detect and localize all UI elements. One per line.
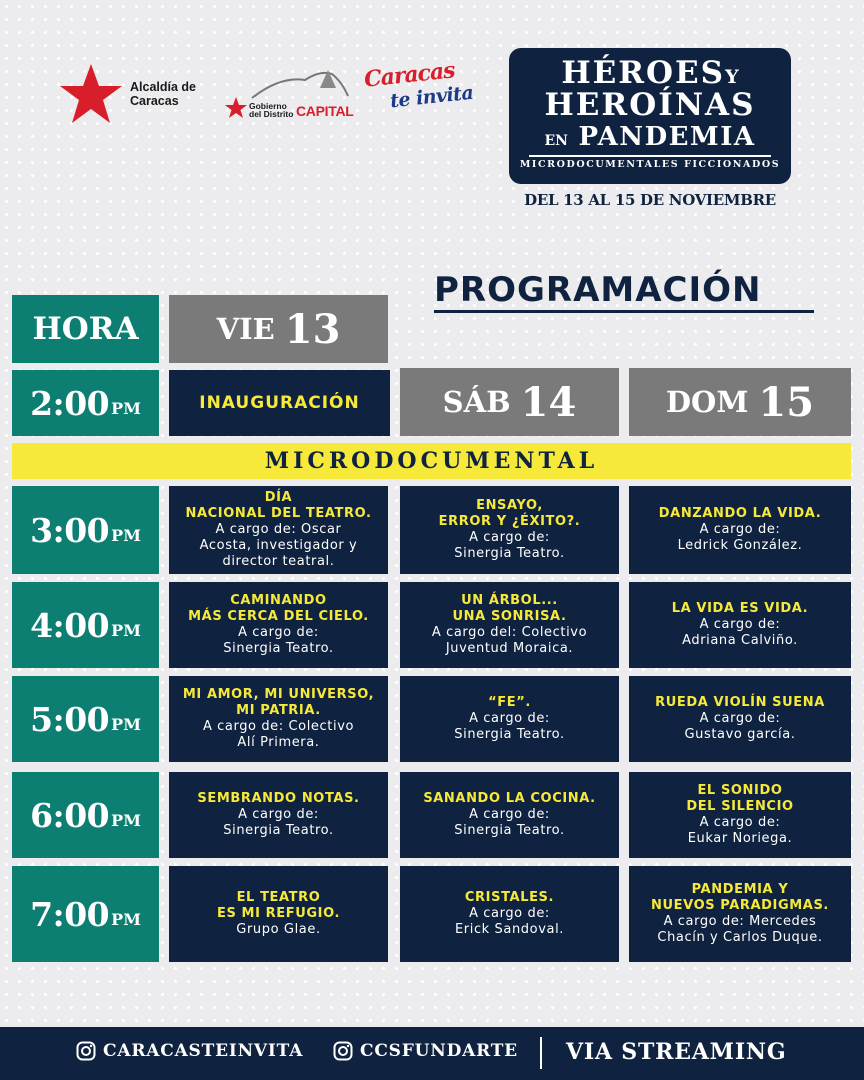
event-credit: A cargo de: Sinergia Teatro. [454,530,565,561]
event-vie-7pm [169,866,388,962]
time-pm: PM [111,620,141,640]
time-pm: PM [111,810,141,830]
header-hora: HORA [12,295,159,363]
time-hour: 6:00 [30,795,110,835]
mountain-icon [250,66,350,102]
event-vie-5pm [169,676,388,762]
time-pm: PM [111,398,141,418]
time-cell-5pm [12,676,159,762]
event-title: MI AMOR, MI UNIVERSO, MI PATRIA. [182,687,375,718]
microdocumental-banner: MICRODOCUMENTAL [12,443,851,479]
event-sab-7pm [400,866,619,962]
event-vie-6pm [169,772,388,858]
event-title: RUEDA VIOLÍN SUENA [655,695,825,710]
event-credit: A cargo del: Colectivo Juventud Moraica. [431,625,588,656]
time-hour: 4:00 [30,605,110,645]
title-en: EN [544,133,568,149]
header-vie-name: VIE [216,312,275,346]
title-heroinas: HEROÍNAS [544,87,756,123]
event-credit: Grupo Glae. [236,922,321,937]
gobierno-logo [222,66,357,126]
event-sab-6pm [400,772,619,858]
time-hour: 2:00 [30,383,110,423]
event-dom-4pm [629,582,851,668]
instagram-caracasteinvita[interactable] [76,1041,303,1061]
event-credit: A cargo de: Sinergia Teatro. [223,625,334,656]
header-dom-name: DOM [665,385,749,419]
event-credit: A cargo de: Eukar Noriega. [687,815,793,846]
small-star-icon [224,96,248,120]
event-sab-4pm [400,582,619,668]
caracas-te-invita-logo [362,57,475,122]
inauguracion-cell: INAUGURACIÓN [169,370,390,436]
time-pm: PM [111,525,141,545]
event-credit: A cargo de: Erick Sandoval. [454,906,565,937]
event-dom-7pm [629,866,851,962]
via-streaming-text: VIA STREAMING [566,1039,787,1065]
header-sab-num: 14 [520,378,577,426]
time-cell-3pm [12,486,159,574]
instagram-icon [76,1041,96,1061]
event-title: “FE”. [488,695,531,710]
alcaldia-text: Alcaldía de Caracas [130,80,196,108]
header-dom-15 [629,368,851,436]
event-credit: A cargo de: Oscar Acosta, investigador y director teatral. [199,522,358,569]
event-title: LA VIDA ES VIDA. [671,601,809,616]
event-sab-5pm [400,676,619,762]
header-vie-13 [169,295,388,363]
event-credit: A cargo de: Sinergia Teatro. [454,711,565,742]
time-hour: 5:00 [30,699,110,739]
handle-caracasteinvita: CARACASTEINVITA [103,1041,304,1061]
title-heroes: HÉROES [561,55,726,91]
event-title: DÍA NACIONAL DEL TEATRO. [185,490,372,521]
event-title-badge [509,48,791,184]
handle-ccsfundarte: CCSFUNDARTE [360,1041,518,1061]
event-credit: A cargo de: Gustavo garcía. [684,711,796,742]
event-title: UN ÁRBOL... UNA SONRISA. [452,593,567,624]
badge-subtitle: MICRODOCUMENTALES FICCIONADOS [519,159,781,170]
event-credit: A cargo de: Sinergia Teatro. [223,807,334,838]
programacion-heading: PROGRAMACIÓN [434,270,762,310]
event-credit: A cargo de: Sinergia Teatro. [454,807,565,838]
footer-bar [0,1027,864,1080]
badge-divider [529,155,771,157]
title-y: Y [725,66,739,88]
te-invita-text: te invita [389,81,475,113]
event-vie-4pm [169,582,388,668]
event-dates: DEL 13 AL 15 DE NOVIEMBRE [524,191,776,209]
header-dom-num: 15 [758,378,815,426]
instagram-icon [333,1041,353,1061]
event-vie-3pm [169,486,388,574]
time-cell-7pm [12,866,159,962]
time-pm: PM [111,909,141,929]
event-title: SEMBRANDO NOTAS. [197,791,360,806]
time-hour: 7:00 [30,894,110,934]
event-dom-3pm [629,486,851,574]
event-dom-6pm [629,772,851,858]
time-cell-2pm [12,370,159,436]
alcaldia-logo [58,62,208,126]
event-credit: A cargo de: Mercedes Chacín y Carlos Duque. [657,914,823,945]
event-credit: A cargo de: Ledrick González. [677,522,803,553]
time-cell-4pm [12,582,159,668]
event-credit: A cargo de: Colectivo Alí Primera. [202,719,355,750]
event-dom-5pm [629,676,851,762]
event-title: PANDEMIA Y NUEVOS PARADIGMAS. [651,882,829,913]
time-pm: PM [111,714,141,734]
event-title: EL SONIDO DEL SILENCIO [686,783,794,814]
event-title: SANANDO LA COCINA. [423,791,596,806]
footer-divider [540,1037,542,1069]
header-sab-name: SÁB [442,385,511,419]
header-sab-14 [400,368,619,436]
time-hour: 3:00 [30,510,110,550]
event-title: DANZANDO LA VIDA. [658,506,822,521]
event-title: CAMINANDO MÁS CERCA DEL CIELO. [188,593,369,624]
event-credit: A cargo de: Adriana Calviño. [682,617,798,648]
instagram-ccsfundarte[interactable] [333,1041,518,1061]
caracas-text: Caracas [362,57,456,93]
header-vie-num: 13 [284,305,341,353]
event-title: ENSAYO, ERROR Y ¿ÉXITO?. [438,498,581,529]
title-pandemia: PANDEMIA [578,122,756,152]
time-cell-6pm [12,772,159,858]
event-title: EL TEATRO ES MI REFUGIO. [216,890,340,921]
event-title: CRISTALES. [464,890,555,905]
programacion-underline [434,310,814,313]
red-star-icon [58,62,124,126]
gobierno-small-text: Gobierno del Distrito [249,101,294,119]
event-sab-3pm [400,486,619,574]
gobierno-capital-text: CAPITAL [296,103,354,119]
